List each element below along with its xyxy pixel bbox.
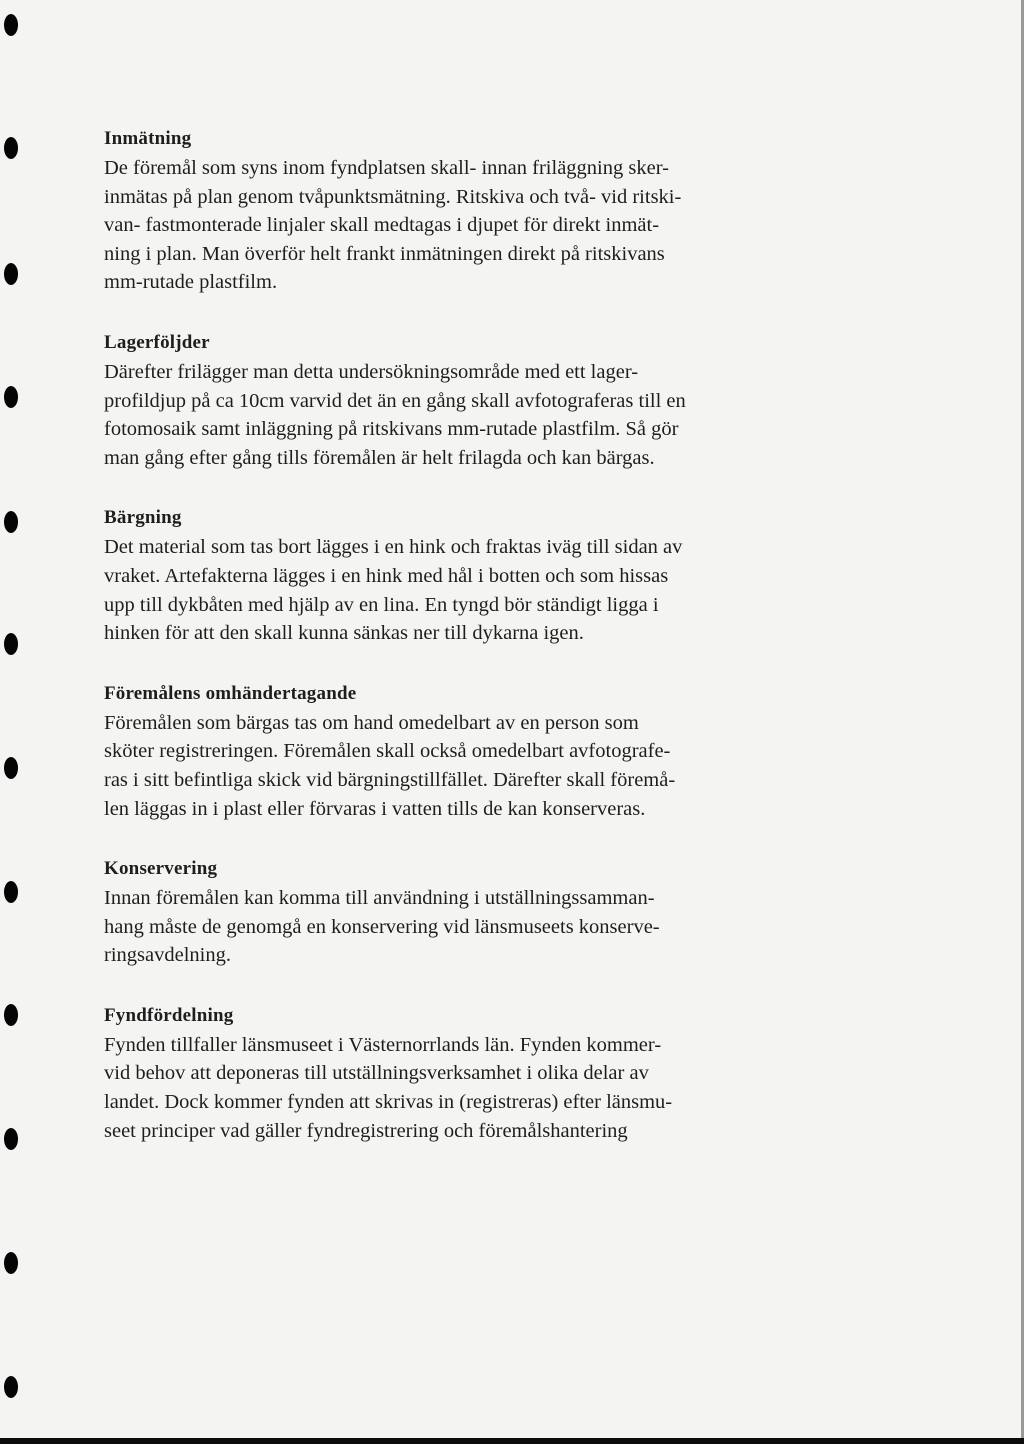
- section-foremalens-omhandertagande: [104, 679, 804, 823]
- section-lagerfoljder: [104, 328, 804, 472]
- section-heading: Föremålens omhändertagande: [104, 682, 357, 704]
- section-paragraph: Innan föremålen kan komma till användning i utställningssamman- hang måste de genomgå en konservering vid länsmuseets konserve- ringsavdelning.: [104, 887, 660, 967]
- punch-hole-7: [4, 757, 18, 779]
- punch-hole-4: [4, 386, 18, 408]
- punch-hole-3: [4, 263, 18, 285]
- punch-hole-1: [4, 14, 18, 36]
- punch-hole-11: [4, 1252, 18, 1274]
- punch-hole-6: [4, 633, 18, 655]
- punch-hole-2: [4, 137, 18, 159]
- section-heading: Inmätning: [104, 128, 192, 149]
- section-heading: Lagerföljder: [104, 331, 210, 353]
- section-heading: Konservering: [104, 858, 218, 880]
- section-inmatning: [104, 124, 804, 297]
- section-paragraph: Fynden tillfaller länsmuseet i Västernorrlands län. Fynden kommer- vid behov att deponeras till utställningsverksamhet i olika delar av landet. Dock kommer fynden att skrivas in (registreras) efter länsmu- seet principer vad gäller fyndregistrering och föremålshantering: [104, 1033, 673, 1142]
- section-heading: Bärgning: [104, 507, 182, 529]
- punch-hole-8: [4, 881, 18, 903]
- punch-hole-5: [4, 511, 18, 533]
- section-paragraph: Det material som tas bort lägges i en hink och fraktas iväg till sidan av vraket. Artefakterna lägges i en hink med hål i botten och som hissas upp till dykbåten med hjälp av en lina. En tyngd bör ständigt ligga i hinken för att den skall kunna sänkas ner till dykarna igen.: [104, 536, 683, 645]
- punch-hole-9: [4, 1004, 18, 1026]
- section-paragraph: Därefter frilägger man detta undersökningsområde med ett lager- profildjup på ca 10cm varvid det än en gång skall avfotograferas till en fotomosaik samt inläggning på ritskivans mm-rutade plastfilm. Så gör man gång efter gång tills föremålen är helt frilagda och kan bärgas.: [104, 360, 686, 469]
- section-paragraph: De föremål som syns inom fyndplatsen skall- innan friläggning sker- inmätas på plan genom tvåpunktsmätning. Ritskiva och två- vid ritski- van- fastmonterade linjaler skall medtagas i djupet för direkt inmät- ning i plan. Man överför helt frankt inmätningen direkt på ritskivans mm-rutade plastfilm.: [104, 157, 682, 294]
- section-bargning: [104, 503, 804, 647]
- punch-hole-10: [4, 1128, 18, 1150]
- section-paragraph: Föremålen som bärgas tas om hand omedelbart av en person som sköter registreringen. Föremålen skall också omedelbart avfotografe- ras i sitt befintliga skick vid bärgningstillfället. Därefter skall föremå- len läggas in i plast eller förvaras i vatten tills de kan konserveras.: [104, 711, 676, 820]
- section-heading: Fyndfördelning: [104, 1004, 234, 1026]
- section-konservering: [104, 854, 804, 970]
- punch-hole-12: [4, 1376, 18, 1398]
- section-fyndfordelning: [104, 1001, 804, 1145]
- document-body: [104, 124, 804, 1176]
- page-edge-bottom: [0, 1438, 1024, 1444]
